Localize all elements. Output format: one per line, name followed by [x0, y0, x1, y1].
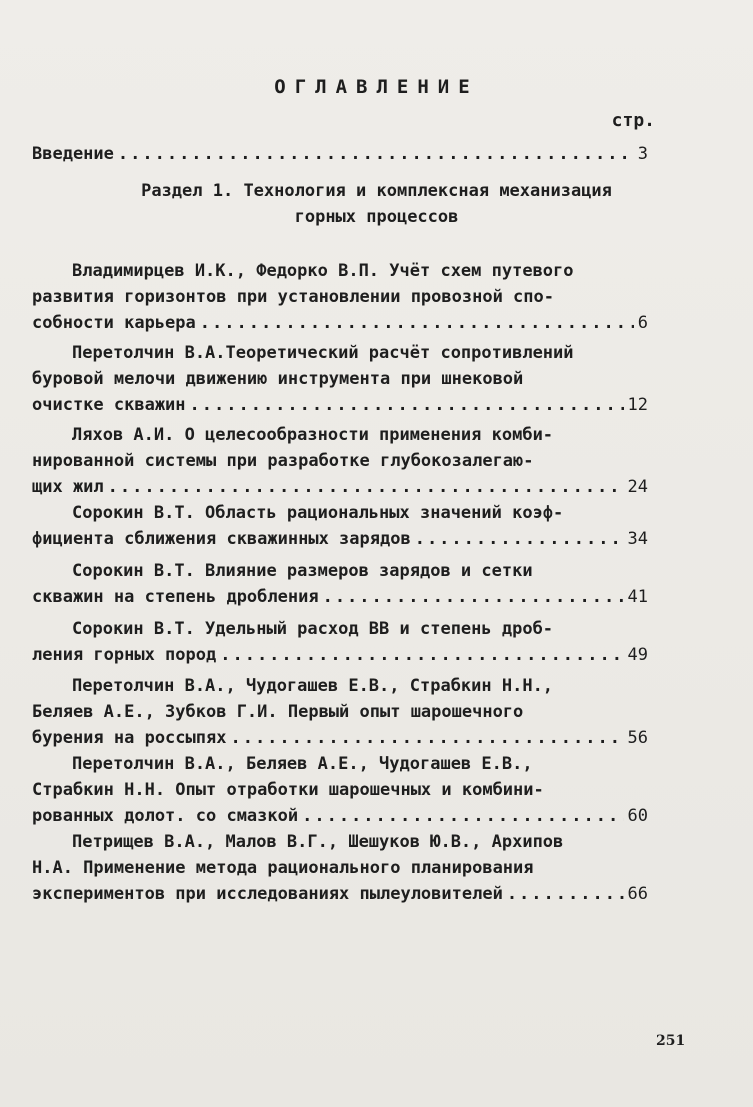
toc-page-number: 66	[627, 884, 648, 904]
leader-dots	[118, 141, 634, 167]
toc-entry-last-line	[32, 310, 648, 336]
leader-dots	[507, 881, 624, 907]
toc-entry-text: Перетолчин В.А., Чудогашев Е.В., Страбкин Н.Н.,	[72, 676, 554, 696]
toc-entry-text: Ляхов А.И. О целесообразности применения комби-	[72, 425, 554, 445]
toc-page-number: 24	[627, 477, 648, 497]
page-column-header: стр.	[611, 110, 655, 131]
toc-entry-intro	[32, 141, 648, 167]
toc-page-number: 3	[637, 144, 648, 164]
toc-entry-text: развития горизонтов при установлении провозной спо-	[32, 287, 554, 307]
toc-entry-last-line	[32, 474, 648, 500]
toc-entry-last-line	[32, 881, 648, 907]
toc-entry-last-line	[32, 803, 648, 829]
toc-entry-last-line	[32, 642, 648, 668]
toc-page-number: 41	[627, 587, 648, 607]
toc-entry-text: Сорокин В.Т. Удельный расход ВВ и степень дроб-	[72, 619, 554, 639]
toc-entry-text: нированной системы при разработке глубокозалегаю-	[32, 451, 534, 471]
toc-entry-text: рованных долот. со смазкой	[32, 806, 299, 826]
toc-entry-text: ления горных пород	[32, 645, 217, 665]
toc-entry-last-line	[32, 526, 648, 552]
toc-entry-last-line	[32, 584, 648, 610]
toc-page-number: 12	[627, 395, 648, 415]
toc-entry-text: Сорокин В.Т. Область рациональных значений коэф-	[72, 503, 564, 523]
leader-dots	[230, 725, 623, 751]
section-heading-line1: Раздел 1. Технология и комплексная механизация	[141, 181, 612, 201]
toc-page-number: 60	[627, 806, 648, 826]
toc-entry-text: бурения на россыпях	[32, 728, 227, 748]
section-heading	[0, 178, 753, 230]
toc-entry-text: очистке скважин	[32, 395, 186, 415]
toc-entry-text: Владимирцев И.К., Федорко В.П. Учёт схем путевого	[72, 261, 574, 281]
toc-entry-text: щих жил	[32, 477, 104, 497]
toc-entry-last-line	[32, 392, 648, 418]
leader-dots	[302, 803, 623, 829]
leader-dots	[190, 392, 624, 418]
toc-entry-text: собности карьера	[32, 313, 196, 333]
leader-dots	[200, 310, 634, 336]
toc-page-number: 56	[627, 728, 648, 748]
toc-entry-text: Перетолчин В.А.Теоретический расчёт сопротивлений	[72, 343, 574, 363]
toc-entry-text: экспериментов при исследованиях пылеуловителей	[32, 884, 503, 904]
leader-dots	[323, 584, 624, 610]
leader-dots	[108, 474, 624, 500]
leader-dots	[415, 526, 624, 552]
toc-entry-text: скважин на степень дробления	[32, 587, 319, 607]
toc-entry-text: Петрищев В.А., Малов В.Г., Шешуков Ю.В., Архипов	[72, 832, 564, 852]
section-heading-line2: горных процессов	[294, 207, 459, 227]
toc-entry-text: Введение	[32, 144, 114, 164]
page-title: ОГЛАВЛЕНИЕ	[274, 76, 479, 98]
toc-entry-text: Сорокин В.Т. Влияние размеров зарядов и сетки	[72, 561, 533, 581]
toc-entry-text: Страбкин Н.Н. Опыт отработки шарошечных и комбини-	[32, 780, 544, 800]
page-number: 251	[656, 1033, 686, 1049]
toc-page-number: 34	[627, 529, 648, 549]
toc-entry-text: Н.А. Применение метода рационального планирования	[32, 858, 534, 878]
toc-entry-text: Беляев А.Е., Зубков Г.И. Первый опыт шарошечного	[32, 702, 524, 722]
toc-entry-text: Перетолчин В.А., Беляев А.Е., Чудогашев Е.В.,	[72, 754, 533, 774]
toc-page-number: 6	[637, 313, 648, 333]
toc-entry-text: буровой мелочи движению инструмента при шнековой	[32, 369, 524, 389]
toc-entry-text: фициента сближения скважинных зарядов	[32, 529, 411, 549]
toc-page-number: 49	[627, 645, 648, 665]
toc-entry-last-line	[32, 725, 648, 751]
leader-dots	[220, 642, 623, 668]
